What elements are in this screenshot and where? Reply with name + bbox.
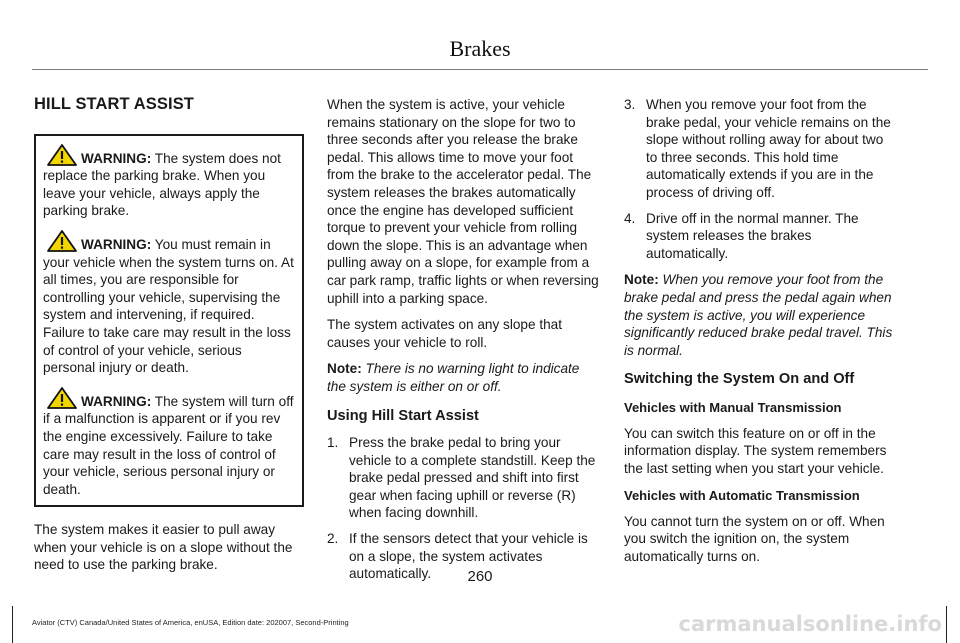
step-text: Drive off in the normal manner. The system releases the brakes automatically. [646, 210, 859, 261]
manual-transmission-text: You can switch this feature on or off in the information display. The system remembers the last setting when you start your vehicle. [624, 425, 887, 476]
automatic-transmission-text: You cannot turn the system on or off. When you switch the ignition on, the system automatically turns on. [624, 513, 885, 565]
steps-list-continued [624, 96, 896, 262]
step-item [327, 434, 599, 522]
section-title: HILL START ASSIST [34, 95, 194, 113]
warning-item [43, 230, 295, 377]
note-label: Note: [624, 272, 659, 288]
warning-text: You must remain in your vehicle when the system turns on. At all times, you are responsible for controlling your vehicle, supervising the system and intervening, if required. Failure to take care may result in the loss of control of your vehicle, serious personal injury or death. [43, 236, 294, 376]
switching-title: Switching the System On and Off [624, 371, 855, 388]
warning-label: WARNING: [81, 150, 152, 166]
warning-label: WARNING: [81, 393, 152, 409]
step-text: When you remove your foot from the brake pedal, your vehicle remains on the slope without rolling away for about two to three seconds. This hold time automatically extends if you are in the process of driving off. [646, 97, 891, 200]
intro-paragraph: The system makes it easier to pull away when your vehicle is on a slope without the need to use the parking brake. [34, 522, 293, 573]
column-2 [327, 96, 599, 592]
step-number: 3. [624, 97, 636, 112]
step-number: 4. [624, 210, 636, 226]
manual-transmission-title: Vehicles with Manual Transmission [624, 399, 842, 415]
crop-mark-left [12, 606, 13, 643]
warning-item [43, 387, 295, 499]
note-text: When you remove your foot from the brake pedal and press the pedal again when the system is active, you will experience significantly reduced brake pedal travel. This is normal. [624, 272, 893, 358]
header-divider [32, 69, 928, 70]
warning-triangle-icon [47, 387, 77, 409]
column-1 [34, 96, 304, 583]
note-label: Note: [327, 361, 362, 377]
page-number: 260 [467, 568, 493, 585]
warning-text: The system does not replace the parking brake. When you leave your vehicle, always apply the parking brake. [43, 150, 281, 219]
edition-footer: Aviator (CTV) Canada/United States of America, enUSA, Edition date: 202007, Second-Printing [32, 618, 349, 627]
column-3 [624, 96, 896, 575]
page-title: Brakes [449, 36, 511, 61]
active-paragraph: When the system is active, your vehicle remains stationary on the slope for two to three seconds after you release the brake pedal. This allows time to move your foot from the brake to the accelerator pedal. The system releases the brakes automatically once the engine has developed sufficient torque to prevent your vehicle from rolling down the slope. This is an advantage when pulling away on a slope, for example from a car park ramp, traffic lights or when reversing uphill into a parking space. [327, 97, 599, 306]
warning-triangle-icon [47, 230, 77, 252]
warning-text: The system will turn off if a malfunction is apparent or if you rev the engine excessively. Failure to take care may result in the loss of control of your vehicle, serious personal injury or death. [43, 393, 294, 497]
crop-mark-right [946, 606, 947, 643]
step-item [624, 210, 896, 263]
automatic-transmission-title: Vehicles with Automatic Transmission [624, 488, 860, 504]
warning-box [34, 134, 304, 508]
step-text: Press the brake pedal to bring your vehicle to a complete standstill. Keep the brake pedal pressed and shift into first gear when facing uphill or reverse (R) when facing downhill. [349, 435, 596, 521]
step-text: If the sensors detect that your vehicle is on a slope, the system activates automatically. [349, 531, 588, 582]
step-number: 2. [327, 531, 339, 547]
note-no-warning-light [327, 360, 599, 395]
steps-list [327, 434, 599, 583]
warning-label: WARNING: [81, 236, 152, 252]
warning-item [43, 144, 295, 220]
step-item [624, 96, 896, 202]
using-title: Using Hill Start Assist [327, 407, 479, 424]
note-text: There is no warning light to indicate the system is either on or off. [327, 361, 580, 394]
note-brake-pedal-travel [624, 271, 896, 359]
step-number: 1. [327, 435, 339, 451]
activates-paragraph: The system activates on any slope that causes your vehicle to roll. [327, 317, 562, 350]
warning-triangle-icon [47, 144, 77, 166]
watermark: carmanualsonline.info [678, 612, 942, 636]
